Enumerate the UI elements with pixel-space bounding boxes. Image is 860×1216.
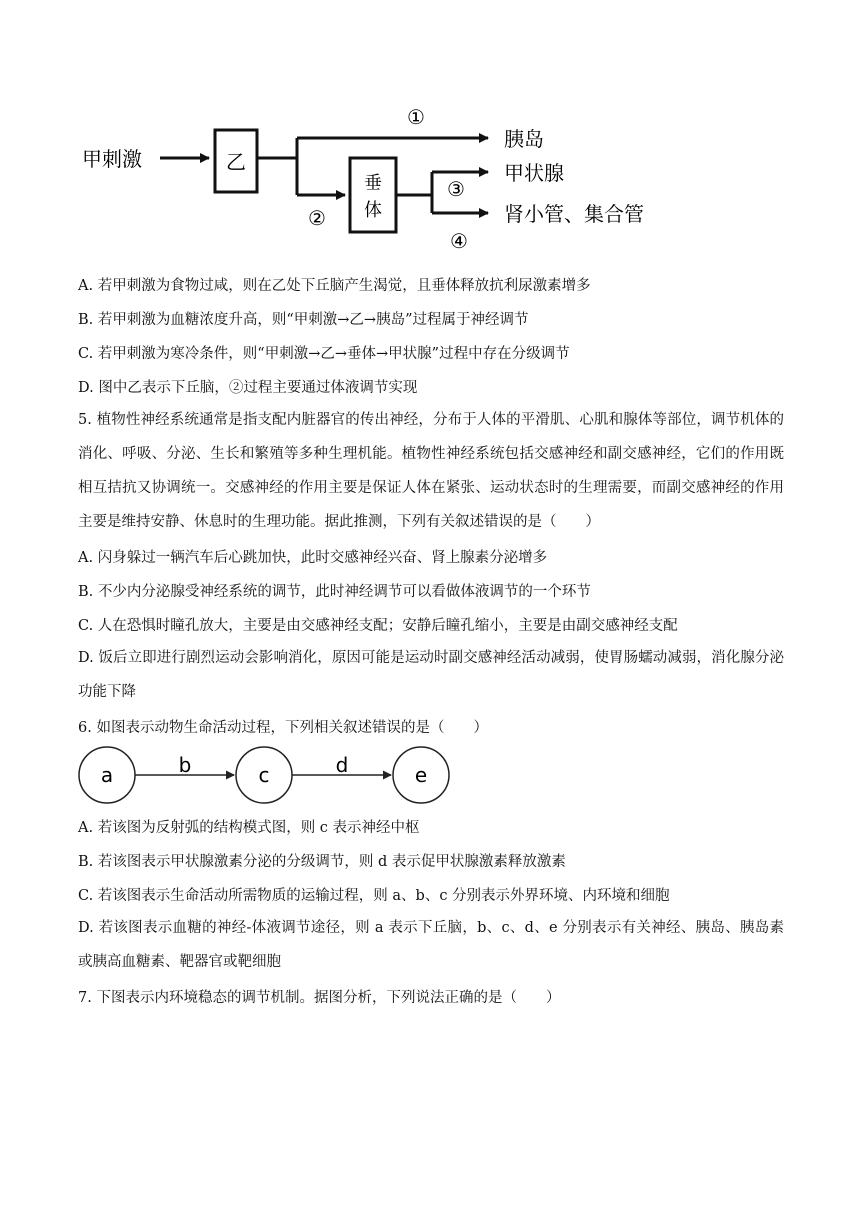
q7-stem: 7. 下图表示内环境稳态的调节机制。据图分析，下列说法正确的是（ ） (78, 990, 561, 1006)
q6-stem: 6. 如图表示动物生命活动过程，下列相关叙述错误的是（ ） (78, 720, 488, 736)
box-yi-label: 乙 (226, 150, 246, 174)
label-3: ③ (447, 177, 465, 201)
input-stimulus-label: 甲刺激 (82, 147, 142, 171)
node-e-label: e (414, 763, 428, 787)
node-c-label: c (258, 763, 270, 787)
q5-option-c: C. 人在恐惧时瞳孔放大，主要是由交感神经支配；安静后瞳孔缩小，主要是由副交感神经支配 (78, 618, 678, 634)
regulation-pathway-diagram (0, 0, 860, 260)
label-4: ④ (450, 229, 468, 253)
box-pituitary-label-top: 垂 (364, 173, 382, 194)
q5-option-a: A. 闪身躲过一辆汽车后心跳加快，此时交感神经兴奋、肾上腺素分泌增多 (78, 550, 548, 566)
arrow-b-label: b (178, 753, 192, 777)
arrow-d-label: d (335, 753, 349, 777)
q5-option-b: B. 不少内分泌腺受神经系统的调节，此时神经调节可以看做体液调节的一个环节 (78, 584, 591, 600)
q5-stem: 5. 植物性神经系统通常是指支配内脏器官的传出神经，分布于人体的平滑肌、心肌和腺体等部位，调节机体的消化、呼吸、分泌、生长和繁殖等多种生理机能。植物性神经系统包括交感神经和副交感神经，它们的作用既相互拮抗又协调统一。交感神经的作用主要是保证人体在紧张、运动状态时的生理需要，而副交感神经的作用主要是维持安静、休息时的生理功能。据此推测，下列有关叙述错误的是（ ） (78, 412, 784, 530)
q4-option-b: B. 若甲刺激为血糖浓度升高，则“甲刺激→乙→胰岛”过程属于神经调节 (78, 312, 529, 328)
q4-option-c: C. 若甲刺激为寒冷条件，则“甲刺激→乙→垂体→甲状腺”过程中存在分级调节 (78, 346, 570, 362)
q4-option-d: D. 图中乙表示下丘脑，②过程主要通过体液调节实现 (78, 380, 418, 396)
q6-option-a: A. 若该图为反射弧的结构模式图，则 c 表示神经中枢 (78, 820, 420, 836)
label-1: ① (407, 105, 425, 129)
target-pancreatic-islets: 胰岛 (504, 127, 544, 151)
target-thyroid: 甲状腺 (504, 161, 564, 185)
box-pituitary-label-bottom: 体 (364, 200, 382, 221)
label-2: ② (308, 206, 326, 230)
q5-option-d: D. 饭后立即进行剧烈运动会影响消化，原因可能是运动时副交感神经活动减弱，使胃肠蠕动减弱，消化腺分泌功能下降 (78, 650, 784, 700)
q6-option-d: D. 若该图表示血糖的神经-体液调节途径，则 a 表示下丘脑，b、c、d、e 分别表示有关神经、胰岛、胰岛素或胰高血糖素、靶器官或靶细胞 (78, 920, 784, 970)
q6-option-c: C. 若该图表示生命活动所需物质的运输过程，则 a、b、c 分别表示外界环境、内环境和细胞 (78, 888, 670, 904)
a-c-e-flow-diagram (0, 740, 860, 812)
q4-option-a: A. 若甲刺激为食物过咸，则在乙处下丘脑产生渴觉，且垂体释放抗利尿激素增多 (78, 278, 591, 294)
q6-option-b: B. 若该图表示甲状腺激素分泌的分级调节，则 d 表示促甲状腺激素释放激素 (78, 854, 566, 870)
target-renal-tubules: 肾小管、集合管 (504, 202, 644, 226)
node-a-label: a (100, 763, 114, 787)
